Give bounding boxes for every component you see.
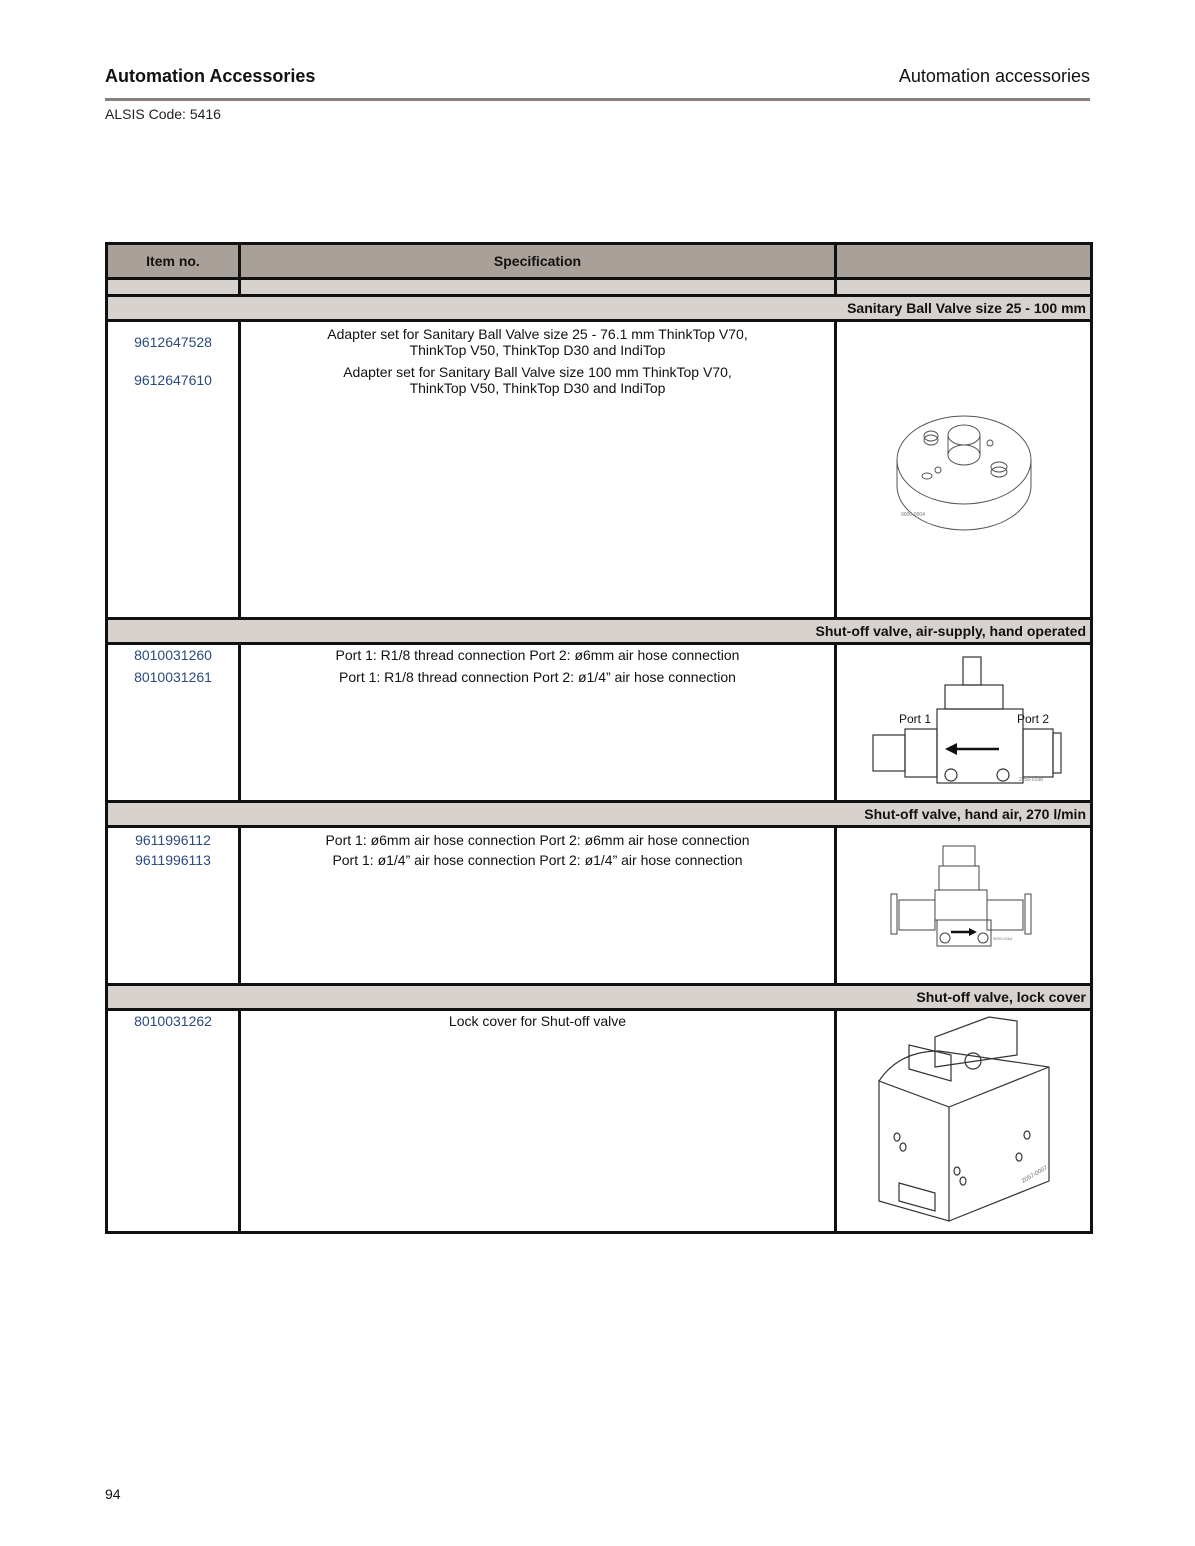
table-header-row xyxy=(107,244,1092,279)
specification-cell xyxy=(240,1010,836,1233)
specification-text: Adapter set for Sanitary Ball Valve size 100 mm ThinkTop V70, ThinkTop V50, ThinkTop D30 and IndiTop xyxy=(343,364,732,396)
item-no: 8010031262 xyxy=(134,1013,212,1029)
section-header-row xyxy=(107,802,1092,827)
item-no: 9612647610 xyxy=(134,372,212,388)
item-no-cell xyxy=(107,1010,240,1233)
item-no-cell xyxy=(107,321,240,619)
image-code: 2057-0007 xyxy=(1020,1165,1049,1185)
section-title: Sanitary Ball Valve size 25 - 100 mm xyxy=(107,296,1092,321)
item-no: 9611996112 xyxy=(135,832,211,848)
item-no: 8010031260 xyxy=(134,647,212,663)
section-title: Shut-off valve, air-supply, hand operated xyxy=(107,619,1092,644)
specification-text: Adapter set for Sanitary Ball Valve size 25 - 76.1 mm ThinkTop V70, ThinkTop V50, ThinkTop D30 and IndiTop xyxy=(327,326,748,358)
port-2-label: Port 2 xyxy=(1016,712,1049,726)
item-no: 9611996113 xyxy=(135,852,211,868)
item-no: 8010031261 xyxy=(134,669,212,685)
column-header-specification: Specification xyxy=(240,244,836,279)
section-header-row xyxy=(107,985,1092,1010)
table-spacer-row xyxy=(107,279,1092,296)
image-code: 2956-0198 xyxy=(1018,777,1043,783)
image-code: 9000-0004 xyxy=(900,512,925,518)
section-body-row xyxy=(107,321,1092,619)
section-header-row xyxy=(107,296,1092,321)
alsis-code: ALSIS Code: 5416 xyxy=(105,106,221,122)
lock-cover-drawing xyxy=(839,1011,1089,1226)
product-image-cell xyxy=(836,321,1092,619)
section-body-row xyxy=(107,827,1092,985)
product-image-cell xyxy=(836,644,1092,802)
image-code: 9000-0264 xyxy=(992,936,1012,941)
specification-text: Port 1: R1/8 thread connection Port 2: ø1/4” air hose connection xyxy=(339,669,736,685)
section-title: Shut-off valve, hand air, 270 l/min xyxy=(107,802,1092,827)
specification-text: Lock cover for Shut-off valve xyxy=(448,1013,627,1029)
specification-text: Port 1: R1/8 thread connection Port 2: ø6mm air hose connection xyxy=(335,647,740,663)
header-title-right: Automation accessories xyxy=(898,66,1090,86)
item-no: 9612647528 xyxy=(134,334,212,350)
header-title-left: Automation Accessories xyxy=(105,66,316,86)
hand-air-valve-drawing xyxy=(839,828,1089,978)
section-title: Shut-off valve, lock cover xyxy=(107,985,1092,1010)
product-image-cell xyxy=(836,1010,1092,1233)
shut-off-valve-drawing xyxy=(839,645,1089,795)
column-header-image xyxy=(836,244,1092,279)
section-body-row xyxy=(107,1010,1092,1233)
section-header-row xyxy=(107,619,1092,644)
specification-cell xyxy=(240,827,836,985)
page-number: 94 xyxy=(105,1486,121,1502)
specification-cell xyxy=(240,321,836,619)
product-image-cell xyxy=(836,827,1092,985)
specification-text: Port 1: ø1/4” air hose connection Port 2: ø1/4” air hose connection xyxy=(332,852,743,868)
specification-text: Port 1: ø6mm air hose connection Port 2: ø6mm air hose connection xyxy=(325,832,750,848)
accessories-table xyxy=(105,242,1093,1234)
ball-valve-adapter-drawing xyxy=(839,322,1089,612)
page-header xyxy=(105,64,1090,101)
specification-cell xyxy=(240,644,836,802)
section-body-row xyxy=(107,644,1092,802)
column-header-item-no: Item no. xyxy=(107,244,240,279)
item-no-cell xyxy=(107,644,240,802)
item-no-cell xyxy=(107,827,240,985)
port-1-label: Port 1 xyxy=(898,712,931,726)
